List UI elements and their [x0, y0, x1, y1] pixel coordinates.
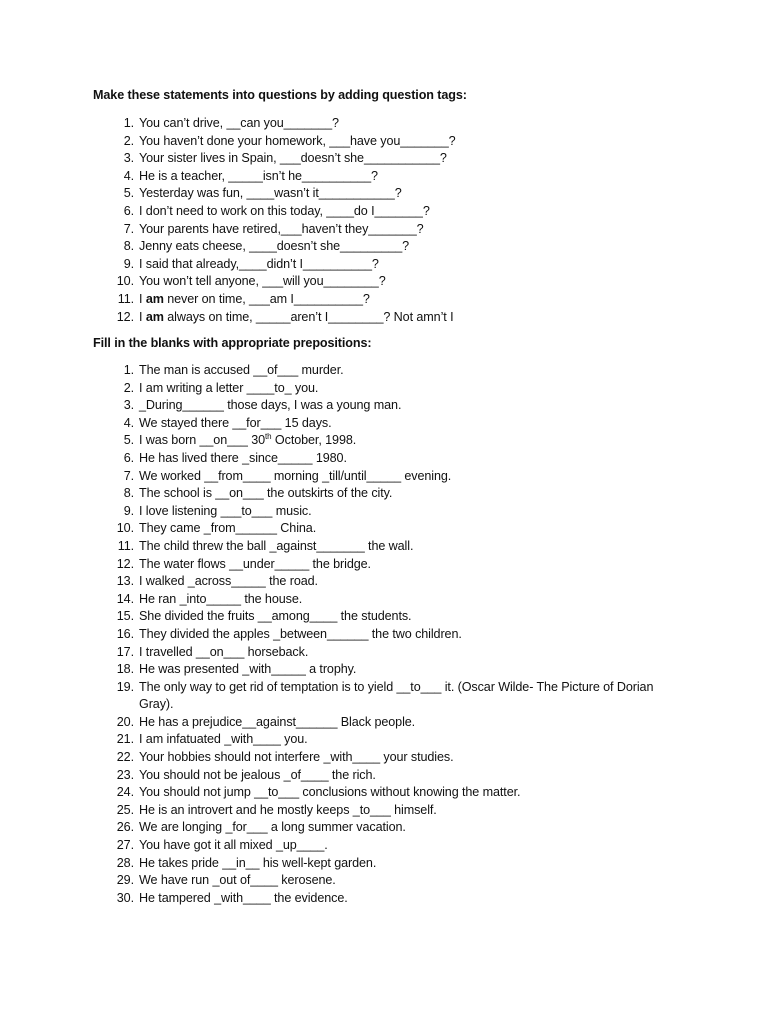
- list-item: [0, 450, 659, 468]
- item-number: 11.: [117, 538, 134, 553]
- list-item: [0, 556, 659, 574]
- item-number: 1.: [123, 363, 134, 377]
- item-text: He tampered _with____ the evidence.: [139, 890, 348, 905]
- item-text: Jenny eats cheese, ____doesn’t she_________?: [139, 239, 410, 254]
- item-text: [139, 292, 370, 306]
- item-number: 25.: [116, 802, 134, 817]
- item-text-part: I: [139, 309, 146, 324]
- item-number: 9.: [123, 503, 134, 518]
- item-text: You should not jump __to___ conclusions without knowing the matter.: [139, 785, 521, 800]
- item-number: 14.: [116, 591, 134, 606]
- item-text: I love listening ___to___ music.: [139, 503, 312, 518]
- list-item: [0, 784, 659, 802]
- item-number: 23.: [116, 767, 134, 782]
- item-text: They came _from______ China.: [139, 521, 317, 536]
- item-number: 12.: [116, 309, 134, 324]
- item-text: He is an introvert and he mostly keeps _to___ himself.: [139, 802, 437, 817]
- list-item: [0, 767, 659, 785]
- list-item: [0, 608, 659, 626]
- item-text-part: always on time, _____aren’t I________? Not amn’t I: [163, 309, 454, 324]
- item-number: 5.: [123, 186, 134, 201]
- item-number: 16.: [116, 626, 134, 641]
- list-item: [0, 221, 659, 239]
- item-number: 11.: [117, 291, 134, 306]
- item-text: I walked _across_____ the road.: [139, 574, 318, 589]
- list-item: [0, 679, 659, 714]
- list-item: [0, 485, 659, 503]
- list-item: [0, 714, 659, 732]
- list-item: [0, 802, 659, 820]
- item-number: 4.: [123, 415, 134, 430]
- list-item: [0, 503, 659, 521]
- item-text: He is a teacher, _____isn’t he__________?: [139, 168, 378, 183]
- list-item: [0, 203, 659, 221]
- item-number: 20.: [116, 714, 134, 729]
- item-text: He was presented _with_____ a trophy.: [139, 662, 357, 677]
- item-text: I travelled __on___ horseback.: [139, 644, 309, 659]
- item-text: We have run _out of____ kerosene.: [139, 873, 336, 888]
- section-heading-question-tags: Make these statements into questions by adding question tags:: [93, 88, 467, 102]
- item-text: Your sister lives in Spain, ___doesn’t she___________?: [139, 151, 447, 166]
- prepositions-list: [0, 362, 659, 907]
- item-number: 27.: [116, 838, 134, 853]
- item-text: I don’t need to work on this today, ____do I_______?: [139, 203, 430, 218]
- list-item: [0, 291, 659, 309]
- item-text: The water flows __under_____ the bridge.: [139, 556, 371, 571]
- item-number: 2.: [123, 133, 134, 148]
- item-number: 9.: [123, 256, 134, 271]
- list-item: [0, 468, 659, 486]
- item-number: 7.: [123, 221, 134, 236]
- item-number: 5.: [123, 433, 134, 448]
- list-item: [0, 432, 659, 450]
- list-item: [0, 573, 659, 591]
- item-text: The child threw the ball _against_______ the wall.: [139, 538, 414, 553]
- item-number: 1.: [123, 116, 134, 130]
- item-text: Your hobbies should not interfere _with____ your studies.: [139, 750, 454, 765]
- list-item: [0, 626, 659, 644]
- list-item: [0, 362, 659, 380]
- list-item: [0, 256, 659, 274]
- item-text: She divided the fruits __among____ the students.: [139, 609, 412, 624]
- item-number: 26.: [116, 820, 134, 835]
- item-number: 15.: [116, 609, 134, 624]
- item-text: Your parents have retired,___haven’t they_______?: [139, 221, 424, 236]
- item-text-part: October, 1998.: [271, 433, 357, 448]
- item-number: 17.: [116, 644, 134, 659]
- item-number: 4.: [123, 168, 134, 183]
- item-text-bold: am: [145, 291, 164, 306]
- item-number: 18.: [116, 662, 134, 677]
- item-text: You have got it all mixed _up____.: [139, 838, 328, 853]
- item-text: He takes pride __in__ his well-kept garden.: [139, 855, 377, 870]
- item-text: [139, 310, 453, 324]
- item-text: The school is __on___ the outskirts of the city.: [139, 486, 393, 501]
- list-item: [0, 309, 659, 327]
- list-item: [0, 591, 659, 609]
- list-item: [0, 749, 659, 767]
- item-text: He has a prejudice__against______ Black people.: [139, 714, 416, 729]
- item-text: You should not be jealous _of____ the rich.: [139, 767, 376, 782]
- list-item: [0, 415, 659, 433]
- item-text: I am writing a letter ____to_ you.: [139, 380, 319, 395]
- item-text-bold: am: [145, 309, 164, 324]
- list-item: [0, 115, 659, 133]
- item-text-part: I: [139, 291, 146, 306]
- item-text-part: never on time, ___am I__________?: [163, 291, 370, 306]
- list-item: [0, 855, 659, 873]
- list-item: [0, 238, 659, 256]
- list-item: [0, 837, 659, 855]
- list-item: [0, 273, 659, 291]
- item-text: We worked __from____ morning _till/until_____ evening.: [139, 468, 452, 483]
- item-text-superscript: th: [265, 432, 272, 442]
- item-text: The only way to get rid of temptation is to yield __to___ it. (Oscar Wilde- The Picture of Dorian Gray).: [139, 679, 654, 712]
- list-item: [0, 661, 659, 679]
- item-number: 30.: [116, 890, 134, 905]
- list-item: [0, 644, 659, 662]
- item-number: 12.: [116, 556, 134, 571]
- item-text: _During______ those days, I was a young man.: [139, 398, 402, 413]
- item-number: 8.: [123, 486, 134, 501]
- item-text: We are longing _for___ a long summer vacation.: [139, 820, 406, 835]
- item-number: 7.: [123, 468, 134, 483]
- item-number: 22.: [116, 750, 134, 765]
- list-item: [0, 133, 659, 151]
- list-item: [0, 890, 659, 908]
- list-item: [0, 731, 659, 749]
- item-number: 21.: [116, 732, 134, 747]
- list-item: [0, 872, 659, 890]
- list-item: [0, 538, 659, 556]
- list-item: [0, 520, 659, 538]
- list-item: [0, 185, 659, 203]
- item-text: You won’t tell anyone, ___will you________?: [139, 274, 386, 289]
- item-number: 6.: [123, 450, 134, 465]
- item-text: They divided the apples _between______ the two children.: [139, 626, 462, 641]
- list-item: [0, 168, 659, 186]
- item-text-part: I was born __on___ 30: [139, 433, 266, 448]
- item-text: You haven’t done your homework, ___have you_______?: [139, 133, 456, 148]
- item-text: He ran _into_____ the house.: [139, 591, 303, 606]
- list-item: [0, 819, 659, 837]
- item-number: 19.: [116, 679, 134, 694]
- item-number: 10.: [116, 521, 134, 536]
- item-number: 2.: [123, 380, 134, 395]
- item-text: I am infatuated _with____ you.: [139, 732, 308, 747]
- item-number: 3.: [123, 398, 134, 413]
- item-number: 8.: [123, 239, 134, 254]
- item-number: 29.: [116, 873, 134, 888]
- item-text: The man is accused __of___ murder.: [139, 363, 344, 377]
- item-text: We stayed there __for___ 15 days.: [139, 415, 332, 430]
- item-number: 13.: [116, 574, 134, 589]
- list-item: [0, 150, 659, 168]
- list-item: [0, 397, 659, 415]
- item-text: [139, 433, 356, 447]
- item-number: 3.: [123, 151, 134, 166]
- item-text: Yesterday was fun, ____wasn’t it___________?: [139, 186, 402, 201]
- item-text: You can’t drive, __can you_______?: [139, 116, 339, 130]
- item-number: 6.: [123, 203, 134, 218]
- item-text: I said that already,____didn’t I__________?: [139, 256, 379, 271]
- question-tags-list: [0, 115, 659, 326]
- item-number: 10.: [116, 274, 134, 289]
- item-number: 28.: [116, 855, 134, 870]
- item-number: 24.: [116, 785, 134, 800]
- item-text: He has lived there _since_____ 1980.: [139, 450, 347, 465]
- section-heading-prepositions: Fill in the blanks with appropriate prepositions:: [93, 336, 372, 350]
- list-item: [0, 380, 659, 398]
